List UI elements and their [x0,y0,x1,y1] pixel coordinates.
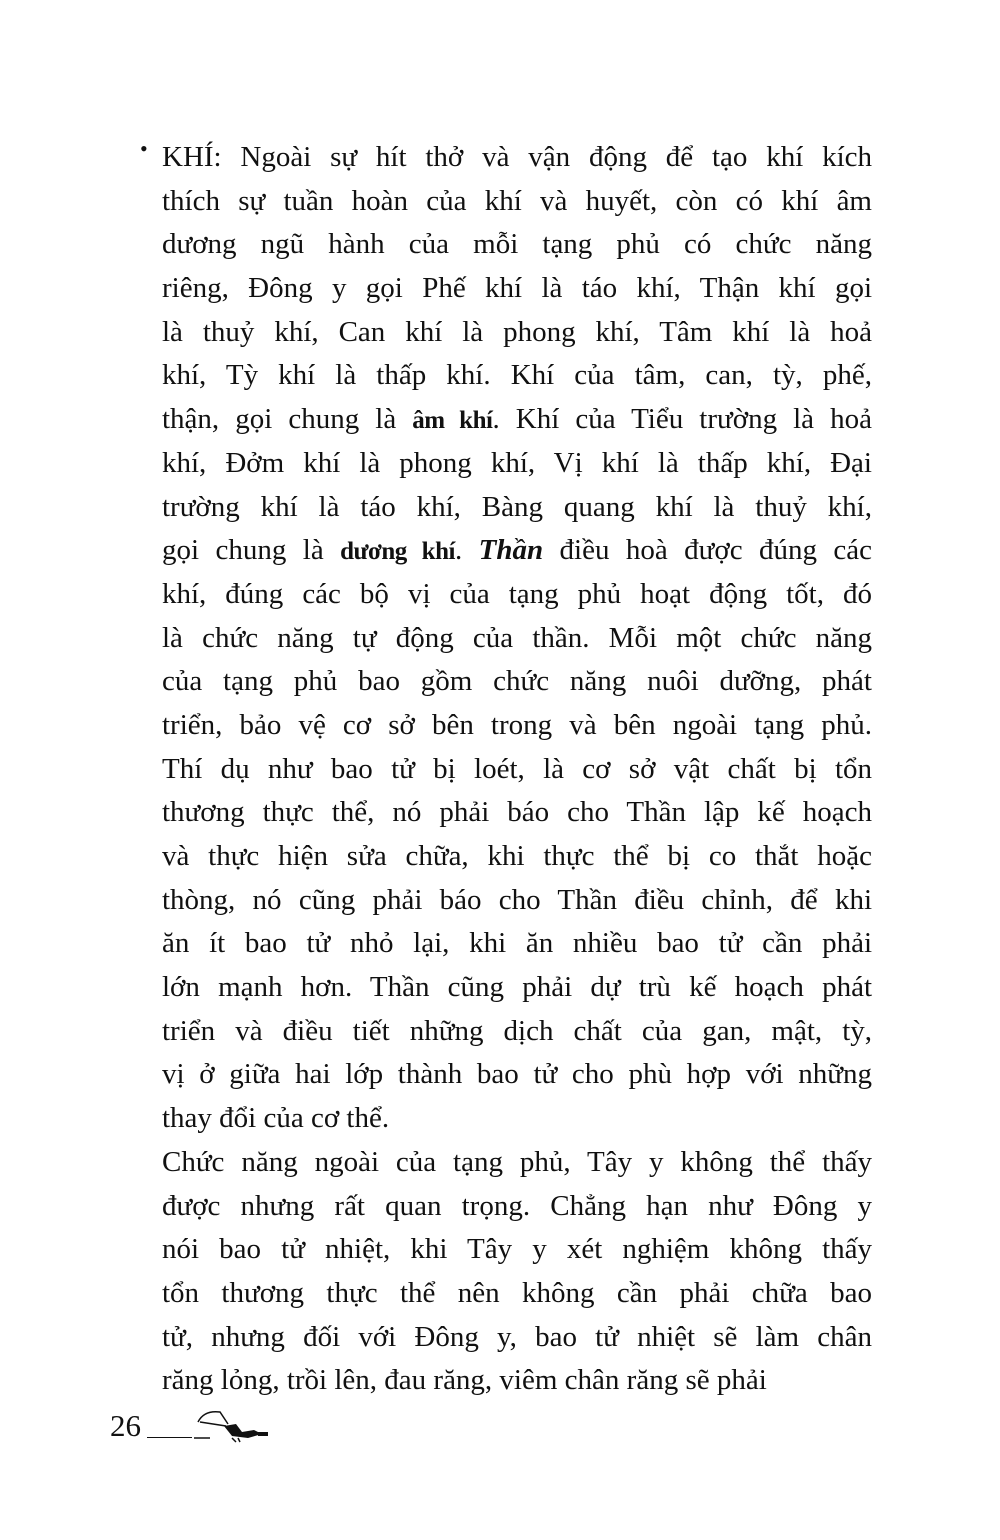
text-line [162,748,872,792]
text-line [162,617,872,661]
text-line [162,442,872,486]
text-line [162,136,872,180]
text-line [162,791,872,835]
text-line [162,1185,872,1229]
text-line [162,1010,872,1054]
bold-term: dương khí [340,538,455,566]
text-line [162,704,872,748]
text-line [162,1272,872,1316]
text-line [162,660,872,704]
text-segment: dương ngũ hành của mỗi tạng phủ có chức năng [162,228,872,261]
text-segment: của tạng phủ bao gồm chức năng nuôi dưỡng, phát [162,665,872,698]
text-segment: tổn thương thực thể nên không cần phải chữa bao [162,1276,872,1309]
text-segment: trường khí là táo khí, Bàng quang khí là thuỷ khí, [162,490,872,523]
text-segment: gọi chung là [162,534,341,567]
text-segment: lớn mạnh hơn. Thần cũng phải dự trù kế hoạch phát [162,971,872,1004]
text-line [162,1097,872,1141]
text-segment: thương thực thể, nó phải báo cho Thần lập kế hoạch [162,796,872,829]
text-segment: thích sự tuần hoàn của khí và huyết, còn có khí âm [162,184,872,217]
text-segment: . Khí của Tiểu trường là hoả [492,403,872,436]
text-segment: Thí dụ như bao tử bị loét, là cơ sở vật chất bị tổn [162,752,872,785]
bullet-marker: • [140,136,148,161]
text-line [162,1228,872,1272]
text-segment: . [454,534,479,567]
page-number: 26 [110,1408,141,1443]
text-line [162,354,872,398]
text-segment: triển, bảo vệ cơ sở bên trong và bên ngoài tạng phủ. [162,708,872,741]
text-segment: là chức năng tự động của thần. Mỗi một chức năng [162,621,872,654]
text-line [162,311,872,355]
footer-rule [147,1437,192,1438]
text-line [162,486,872,530]
text-segment: KHÍ: Ngoài sự hít thở và vận động để tạo khí kích [162,141,872,173]
text-segment: và thực hiện sửa chữa, khi thực thể bị co thắt hoặc [162,840,872,872]
text-segment: khí, Đởm khí là phong khí, Vị khí là thấp khí, Đại [162,446,872,479]
text-segment: là thuỷ khí, Can khí là phong khí, Tâm khí là hoả [162,315,872,348]
italic-term: Thần [478,534,544,567]
text-segment: vị ở giữa hai lớp thành bao tử cho phù hợp với những [162,1058,872,1091]
text-segment: thay đổi của cơ thể. [162,1102,390,1135]
text-line [162,1316,872,1360]
text-segment: điều hoà được đúng các [543,534,873,567]
text-segment: răng lỏng, trồi lên, đau răng, viêm chân răng sẽ phải [162,1364,767,1397]
text-segment: riêng, Đông y gọi Phế khí là táo khí, Thận khí gọi [162,272,872,305]
page-body [140,136,873,1403]
text-line [162,573,872,617]
text-segment: ăn ít bao tử nhỏ lại, khi ăn nhiều bao tử cần phải [162,927,872,960]
text-segment: thòng, nó cũng phải báo cho Thần điều chỉnh, để khi [162,883,872,916]
reclining-figure-ornament-icon [192,1408,272,1444]
text-segment: triển và điều tiết những dịch chất của gan, mật, tỳ, [162,1014,872,1047]
text-line [162,966,872,1010]
text-line [162,529,872,573]
text-segment: khí, Tỳ khí là thấp khí. Khí của tâm, can, tỳ, phế, [162,359,872,392]
text-line [162,180,872,224]
text-line [162,835,872,879]
text-line [162,879,872,923]
text-line [162,398,872,442]
text-line [162,267,872,311]
page-footer [110,1408,272,1444]
text-line [162,922,872,966]
bold-term: âm khí [412,407,493,435]
text-line [162,1053,872,1097]
text-line [162,223,872,267]
text-line [162,1141,872,1185]
text-line [162,1359,872,1403]
text-segment: khí, đúng các bộ vị của tạng phủ hoạt động tốt, đó [162,577,872,610]
text-segment: thận, gọi chung là [162,403,413,436]
text-segment: Chức năng ngoài của tạng phủ, Tây y không thể thấy [162,1145,872,1178]
text-segment: tử, nhưng đối với Đông y, bao tử nhiệt sẽ làm chân [162,1320,872,1353]
text-segment: được nhưng rất quan trọng. Chẳng hạn như Đông y [162,1189,872,1222]
text-segment: nói bao tử nhiệt, khi Tây y xét nghiệm không thấy [162,1233,872,1266]
